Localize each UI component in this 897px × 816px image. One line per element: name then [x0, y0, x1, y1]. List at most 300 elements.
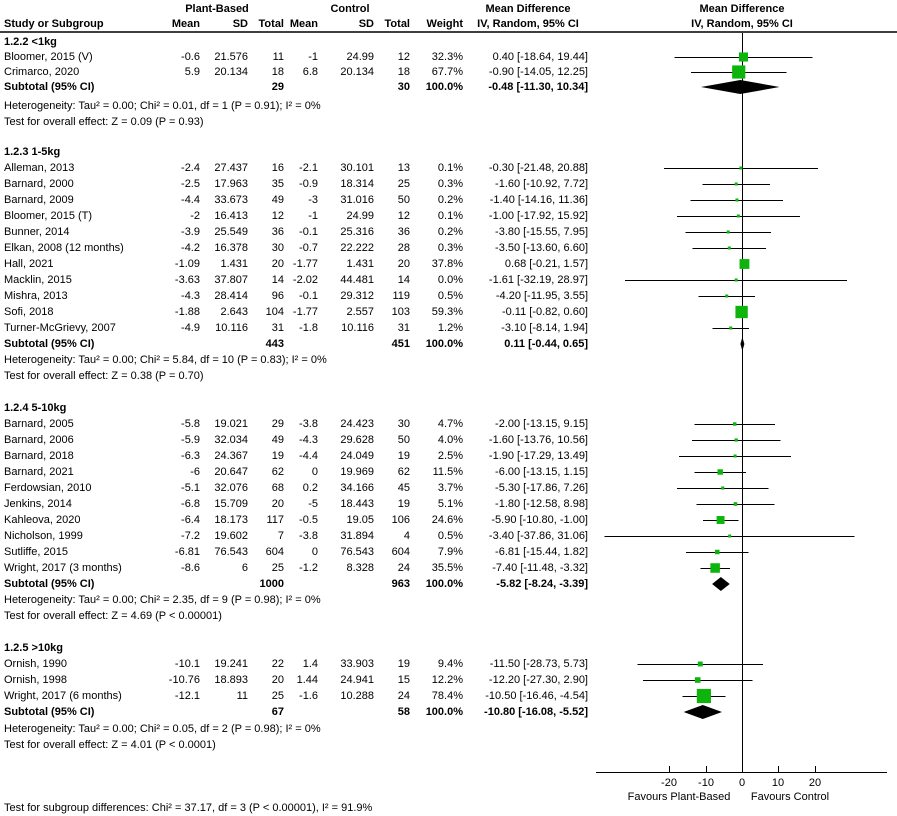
study-name-cell: Sofi, 2018	[4, 306, 54, 318]
control-mean-cell: 1.4	[302, 658, 318, 670]
plant-sd-cell: 20.134	[214, 66, 248, 78]
plant-sd-cell: 27.437	[214, 162, 248, 174]
ci-text-cell: -1.61 [-32.19, 28.97]	[488, 274, 588, 286]
ci-text-cell: -1.80 [-12.58, 8.98]	[495, 498, 588, 510]
plant-sd-cell: 24.367	[214, 450, 248, 462]
plant-mean-cell: -10.76	[168, 674, 200, 686]
control-mean-cell: -2.1	[299, 162, 318, 174]
weight-cell: 0.5%	[437, 530, 463, 542]
control-mean-cell: -1.77	[292, 306, 318, 318]
plant-sd-cell: 17.963	[214, 178, 248, 190]
col-header-study: Study or Subgroup	[4, 18, 104, 30]
weight-cell: 78.4%	[431, 690, 463, 702]
plant-total-cell: 604	[265, 546, 284, 558]
control-total-cell: 19	[397, 498, 410, 510]
effect-square	[728, 247, 731, 250]
study-name-cell: Bloomer, 2015 (V)	[4, 51, 93, 63]
heterogeneity-note: Heterogeneity: Tau² = 0.00; Chi² = 5.84, df = 10 (P = 0.83); I² = 0%	[4, 354, 327, 366]
study-name-cell: Crimarco, 2020	[4, 66, 80, 78]
subgroup-heading: 1.2.5 >10kg	[4, 642, 64, 654]
control-sd-cell: 31.894	[340, 530, 374, 542]
control-mean-cell: -1	[308, 51, 318, 63]
ci-text-cell: -1.40 [-14.16, 11.36]	[489, 194, 588, 206]
weight-cell: 0.2%	[437, 226, 463, 238]
control-mean-cell: -3.8	[299, 530, 318, 542]
heterogeneity-note: Heterogeneity: Tau² = 0.00; Chi² = 0.05, df = 2 (P = 0.98); I² = 0%	[4, 723, 321, 735]
effect-square	[729, 327, 732, 330]
plant-sd-cell: 15.709	[214, 498, 248, 510]
overall-effect-note: Test for overall effect: Z = 0.09 (P = 0.93)	[4, 116, 204, 128]
study-name-cell: Wright, 2017 (3 months)	[4, 562, 122, 574]
overall-effect-note: Test for overall effect: Z = 0.38 (P = 0.70)	[4, 370, 204, 382]
control-mean-cell: -0.1	[299, 226, 318, 238]
study-name-cell: Sutliffe, 2015	[4, 546, 69, 558]
subtotal-label-cell: Subtotal (95% CI)	[4, 706, 95, 718]
subtotal-control-total-cell: 451	[391, 338, 410, 350]
control-mean-cell: -0.1	[299, 290, 318, 302]
effect-square	[717, 516, 725, 524]
control-total-cell: 20	[397, 258, 410, 270]
plant-mean-cell: -4.3	[181, 290, 200, 302]
weight-cell: 1.2%	[437, 322, 463, 334]
ci-text-cell: -6.00 [-13.15, 1.15]	[495, 466, 588, 478]
plant-sd-cell: 32.034	[214, 434, 248, 446]
ci-text-cell: -0.90 [-14.05, 12.25]	[488, 66, 588, 78]
weight-cell: 59.3%	[431, 306, 463, 318]
plant-sd-cell: 18.173	[214, 514, 248, 526]
plant-sd-cell: 28.414	[214, 290, 248, 302]
control-sd-cell: 19.969	[340, 466, 374, 478]
ci-text-cell: -5.30 [-17.86, 7.26]	[495, 482, 588, 494]
subtotal-diamond	[701, 80, 780, 94]
plant-mean-cell: -2.4	[181, 162, 200, 174]
axis-tick-label: 10	[771, 777, 785, 789]
axis-tick-label: -20	[661, 777, 677, 789]
control-sd-cell: 20.134	[340, 66, 374, 78]
control-mean-cell: 0	[311, 466, 318, 478]
control-mean-cell: -5	[308, 498, 318, 510]
ci-text-cell: 0.68 [-0.21, 1.57]	[504, 258, 588, 270]
subtotal-plant-total-cell: 29	[271, 81, 284, 93]
control-total-cell: 62	[397, 466, 410, 478]
weight-cell: 4.7%	[437, 418, 463, 430]
ci-text-cell: -10.50 [-16.46, -4.54]	[485, 690, 588, 702]
plant-mean-cell: -6.3	[181, 450, 200, 462]
plant-sd-cell: 76.543	[214, 546, 248, 558]
plant-mean-cell: -6	[190, 466, 200, 478]
weight-cell: 0.1%	[437, 210, 463, 222]
ci-text-cell: -0.30 [-21.48, 20.88]	[488, 162, 588, 174]
plant-mean-cell: -4.4	[181, 194, 200, 206]
plant-total-cell: 20	[271, 498, 284, 510]
favours-left-label: Favours Plant-Based	[627, 791, 731, 803]
ci-text-cell: -3.10 [-8.14, 1.94]	[501, 322, 588, 334]
plant-total-cell: 29	[271, 418, 284, 430]
control-mean-cell: -4.3	[299, 434, 318, 446]
weight-cell: 0.2%	[437, 194, 463, 206]
plant-total-cell: 11	[272, 51, 284, 63]
control-total-cell: 36	[397, 226, 410, 238]
control-total-cell: 30	[397, 418, 410, 430]
study-name-cell: Ornish, 1998	[4, 674, 67, 686]
ci-text-cell: -2.00 [-13.15, 9.15]	[495, 418, 588, 430]
subtotal-label-cell: Subtotal (95% CI)	[4, 81, 95, 93]
control-sd-cell: 30.101	[340, 162, 374, 174]
plant-sd-cell: 16.413	[214, 210, 248, 222]
study-name-cell: Barnard, 2009	[4, 194, 74, 206]
plant-mean-cell: -5.8	[181, 418, 200, 430]
control-mean-cell: -3.8	[299, 418, 318, 430]
plant-total-cell: 22	[271, 658, 284, 670]
plant-total-cell: 14	[271, 274, 284, 286]
control-sd-cell: 8.328	[346, 562, 374, 574]
subtotal-plant-total-cell: 443	[265, 338, 284, 350]
control-total-cell: 119	[392, 290, 410, 302]
plant-total-cell: 20	[271, 258, 284, 270]
control-mean-cell: -1.8	[299, 322, 318, 334]
weight-cell: 5.1%	[437, 498, 463, 510]
plant-sd-cell: 19.241	[214, 658, 248, 670]
control-total-cell: 24	[397, 562, 410, 574]
study-name-cell: Bunner, 2014	[4, 226, 70, 238]
subtotal-control-total-cell: 963	[391, 578, 410, 590]
subtotal-weight-cell: 100.0%	[425, 706, 463, 718]
subtotal-diamond	[684, 705, 722, 719]
col-header-control-total: Total	[384, 18, 410, 30]
plant-mean-cell: -6.8	[181, 498, 200, 510]
plant-sd-cell: 2.643	[220, 306, 248, 318]
plant-total-cell: 31	[271, 322, 284, 334]
control-total-cell: 4	[403, 530, 410, 542]
control-total-cell: 15	[397, 674, 410, 686]
control-sd-cell: 29.628	[340, 434, 374, 446]
ci-text-cell: -4.20 [-11.95, 3.55]	[495, 290, 588, 302]
control-total-cell: 31	[397, 322, 410, 334]
study-name-cell: Elkan, 2008 (12 months)	[4, 242, 124, 254]
effect-square	[698, 662, 703, 667]
study-name-cell: Barnard, 2006	[4, 434, 74, 446]
weight-cell: 0.3%	[437, 178, 463, 190]
plant-sd-cell: 19.021	[214, 418, 248, 430]
control-mean-cell: 0	[311, 546, 318, 558]
effect-square	[727, 231, 730, 234]
control-total-cell: 45	[397, 482, 410, 494]
control-total-cell: 50	[397, 434, 410, 446]
study-name-cell: Barnard, 2021	[4, 466, 74, 478]
control-total-cell: 24	[397, 690, 410, 702]
axis-tick-label: -10	[698, 777, 714, 789]
subgroup-heading: 1.2.2 <1kg	[4, 36, 57, 48]
control-sd-cell: 25.316	[340, 226, 374, 238]
ci-text-cell: -3.40 [-37.86, 31.06]	[488, 530, 588, 542]
ci-text-cell: -11.50 [-28.73, 5.73]	[489, 658, 588, 670]
group-header-control: Control	[330, 3, 370, 15]
subtotal-weight-cell: 100.0%	[425, 578, 463, 590]
control-sd-cell: 24.049	[340, 450, 374, 462]
study-name-cell: Wright, 2017 (6 months)	[4, 690, 122, 702]
subtotal-weight-cell: 100.0%	[425, 81, 463, 93]
control-mean-cell: 1.44	[296, 674, 318, 686]
subtotal-ci-text-cell: -0.48 [-11.30, 10.34]	[488, 81, 588, 93]
control-total-cell: 106	[391, 514, 410, 526]
control-mean-cell: -0.5	[299, 514, 318, 526]
plant-total-cell: 30	[271, 242, 284, 254]
plant-total-cell: 35	[271, 178, 284, 190]
plant-mean-cell: -10.1	[174, 658, 200, 670]
study-name-cell: Barnard, 2005	[4, 418, 74, 430]
plant-sd-cell: 33.673	[214, 194, 248, 206]
subtotal-label-cell: Subtotal (95% CI)	[4, 338, 95, 350]
effect-square	[728, 535, 731, 538]
overall-effect-note: Test for overall effect: Z = 4.01 (P < 0.0001)	[4, 739, 216, 751]
subtotal-label-cell: Subtotal (95% CI)	[4, 578, 95, 590]
study-name-cell: Hall, 2021	[4, 258, 54, 270]
study-name-cell: Nicholson, 1999	[4, 530, 83, 542]
control-total-cell: 25	[397, 178, 410, 190]
subtotal-ci-text-cell: -5.82 [-8.24, -3.39]	[496, 578, 588, 590]
plant-sd-cell: 18.893	[214, 674, 248, 686]
subtotal-weight-cell: 100.0%	[425, 338, 463, 350]
effect-square	[735, 306, 747, 318]
control-mean-cell: -0.7	[299, 242, 318, 254]
subgroup-differences-note: Test for subgroup differences: Chi² = 37.17, df = 3 (P < 0.00001), I² = 91.9%	[4, 802, 373, 814]
control-sd-cell: 24.941	[340, 674, 374, 686]
plant-sd-cell: 37.807	[214, 274, 248, 286]
ci-text-cell: -3.80 [-15.55, 7.95]	[495, 226, 588, 238]
control-sd-cell: 22.222	[340, 242, 374, 254]
control-sd-cell: 29.312	[340, 290, 374, 302]
subtotal-diamond	[740, 337, 744, 351]
plant-total-cell: 25	[271, 562, 284, 574]
control-sd-cell: 19.05	[346, 514, 374, 526]
control-total-cell: 28	[397, 242, 410, 254]
plant-total-cell: 36	[271, 226, 284, 238]
plant-sd-cell: 19.602	[214, 530, 248, 542]
control-total-cell: 50	[397, 194, 410, 206]
plant-sd-cell: 10.116	[215, 322, 248, 334]
plant-mean-cell: -4.9	[181, 322, 200, 334]
control-total-cell: 18	[397, 66, 410, 78]
control-mean-cell: -4.4	[299, 450, 318, 462]
control-total-cell: 12	[397, 51, 410, 63]
md-column-title: Mean Difference	[485, 3, 571, 15]
effect-square	[734, 502, 738, 506]
plant-mean-cell: -6.4	[181, 514, 200, 526]
plant-mean-cell: -5.1	[181, 482, 200, 494]
plant-total-cell: 117	[266, 514, 284, 526]
plant-total-cell: 12	[271, 210, 284, 222]
weight-cell: 0.5%	[437, 290, 463, 302]
plant-mean-cell: -12.1	[174, 690, 200, 702]
effect-square	[740, 259, 750, 269]
study-name-cell: Alleman, 2013	[4, 162, 75, 174]
col-header-weight: Weight	[426, 18, 463, 30]
control-mean-cell: 6.8	[302, 66, 318, 78]
study-name-cell: Barnard, 2000	[4, 178, 74, 190]
plant-sd-cell: 6	[241, 562, 248, 574]
weight-cell: 7.9%	[437, 546, 463, 558]
control-sd-cell: 76.543	[340, 546, 374, 558]
ci-text-cell: -1.90 [-17.29, 13.49]	[488, 450, 588, 462]
weight-cell: 0.3%	[437, 242, 463, 254]
weight-cell: 24.6%	[431, 514, 463, 526]
effect-square	[735, 199, 738, 202]
plant-total-cell: 68	[271, 482, 284, 494]
subtotal-diamond	[712, 577, 730, 591]
plant-mean-cell: -4.2	[181, 242, 200, 254]
control-sd-cell: 24.99	[346, 51, 374, 63]
effect-square	[718, 469, 723, 474]
control-total-cell: 12	[397, 210, 410, 222]
study-name-cell: Mishra, 2013	[4, 290, 68, 302]
effect-square	[697, 689, 711, 703]
ci-text-cell: -6.81 [-15.44, 1.82]	[495, 546, 588, 558]
effect-square	[737, 215, 740, 218]
plant-sd-cell: 11	[236, 690, 248, 702]
plant-mean-cell: -3.9	[181, 226, 200, 238]
overall-effect-note: Test for overall effect: Z = 4.69 (P < 0.00001)	[4, 610, 222, 622]
control-mean-cell: -1.2	[299, 562, 318, 574]
control-mean-cell: 0.2	[302, 482, 318, 494]
effect-square	[725, 295, 728, 298]
plant-total-cell: 18	[271, 66, 284, 78]
effect-square	[734, 455, 737, 458]
subgroup-heading: 1.2.4 5-10kg	[4, 402, 67, 414]
control-mean-cell: -0.9	[299, 178, 318, 190]
plant-total-cell: 7	[277, 530, 284, 542]
plant-mean-cell: 5.9	[184, 66, 200, 78]
control-mean-cell: -1	[308, 210, 318, 222]
ci-text-cell: -12.20 [-27.30, 2.90]	[488, 674, 588, 686]
weight-cell: 4.0%	[437, 434, 463, 446]
control-sd-cell: 18.314	[340, 178, 374, 190]
effect-square	[695, 677, 701, 683]
control-sd-cell: 31.016	[340, 194, 374, 206]
control-total-cell: 103	[391, 306, 410, 318]
weight-cell: 12.2%	[431, 674, 463, 686]
control-mean-cell: -3	[308, 194, 318, 206]
plant-total-cell: 49	[271, 194, 284, 206]
control-total-cell: 13	[397, 162, 410, 174]
plant-total-cell: 20	[271, 674, 284, 686]
weight-cell: 0.0%	[437, 274, 463, 286]
plant-total-cell: 62	[271, 466, 284, 478]
weight-cell: 11.5%	[432, 466, 463, 478]
subtotal-control-total-cell: 58	[397, 706, 410, 718]
effect-square	[721, 486, 724, 489]
effect-square	[735, 183, 738, 186]
control-sd-cell: 24.423	[340, 418, 374, 430]
plant-total-cell: 104	[265, 306, 284, 318]
effect-square	[710, 563, 720, 573]
plant-mean-cell: -5.9	[181, 434, 200, 446]
ci-text-cell: -1.00 [-17.92, 15.92]	[488, 210, 588, 222]
control-total-cell: 19	[397, 658, 410, 670]
plant-mean-cell: -0.6	[181, 51, 200, 63]
weight-cell: 67.7%	[431, 66, 463, 78]
plant-mean-cell: -1.09	[174, 258, 200, 270]
weight-cell: 35.5%	[431, 562, 463, 574]
ci-text-cell: 0.40 [-18.64, 19.44]	[492, 51, 588, 63]
effect-square	[732, 65, 745, 78]
effect-square	[739, 167, 742, 170]
weight-cell: 32.3%	[431, 51, 463, 63]
col-header-control-mean: Mean	[289, 18, 318, 30]
control-sd-cell: 18.443	[340, 498, 374, 510]
plant-mean-cell: -8.6	[181, 562, 200, 574]
plant-sd-cell: 20.647	[214, 466, 248, 478]
plant-sd-cell: 1.431	[220, 258, 248, 270]
study-name-cell: Jenkins, 2014	[4, 498, 72, 510]
control-sd-cell: 34.166	[340, 482, 374, 494]
control-sd-cell: 2.557	[346, 306, 374, 318]
plant-total-cell: 19	[271, 450, 284, 462]
weight-cell: 3.7%	[437, 482, 463, 494]
group-header-plant-based: Plant-Based	[185, 3, 249, 15]
ci-text-cell: -3.50 [-13.60, 6.60]	[495, 242, 588, 254]
study-name-cell: Bloomer, 2015 (T)	[4, 210, 93, 222]
study-name-cell: Macklin, 2015	[4, 274, 72, 286]
col-header-plant-sd: SD	[232, 18, 248, 30]
plant-mean-cell: -3.63	[174, 274, 200, 286]
favours-right-label: Favours Control	[750, 791, 830, 803]
study-name-cell: Ornish, 1990	[4, 658, 67, 670]
col-header-plant-total: Total	[258, 18, 284, 30]
plant-total-cell: 16	[271, 162, 284, 174]
axis-tick-label: 20	[808, 777, 822, 789]
effect-square	[733, 422, 736, 425]
plant-sd-cell: 32.076	[214, 482, 248, 494]
effect-square	[715, 550, 719, 554]
control-sd-cell: 10.116	[341, 322, 374, 334]
control-sd-cell: 44.481	[340, 274, 374, 286]
subtotal-control-total-cell: 30	[397, 81, 410, 93]
subtotal-plant-total-cell: 67	[271, 706, 284, 718]
subtotal-ci-text-cell: 0.11 [-0.44, 0.65]	[504, 338, 588, 350]
study-name-cell: Ferdowsian, 2010	[4, 482, 92, 494]
col-header-control-sd: SD	[358, 18, 374, 30]
ci-text-cell: -7.40 [-11.48, -3.32]	[492, 562, 588, 574]
ci-text-cell: -0.11 [-0.82, 0.60]	[501, 306, 588, 318]
control-mean-cell: -2.02	[292, 274, 318, 286]
axis-tick-label: 0	[738, 777, 746, 789]
plant-mean-cell: -2	[190, 210, 200, 222]
control-mean-cell: -1.6	[299, 690, 318, 702]
plot-column-subtitle: IV, Random, 95% CI	[691, 18, 793, 30]
plant-mean-cell: -1.88	[174, 306, 200, 318]
control-total-cell: 19	[397, 450, 410, 462]
control-sd-cell: 24.99	[346, 210, 374, 222]
plant-mean-cell: -2.5	[181, 178, 200, 190]
plant-sd-cell: 21.576	[214, 51, 248, 63]
heterogeneity-note: Heterogeneity: Tau² = 0.00; Chi² = 0.01, df = 1 (P = 0.91); I² = 0%	[4, 100, 321, 112]
control-sd-cell: 10.288	[340, 690, 374, 702]
study-name-cell: Kahleova, 2020	[4, 514, 81, 526]
study-name-cell: Turner-McGrievy, 2007	[4, 322, 116, 334]
control-total-cell: 604	[391, 546, 410, 558]
ci-text-cell: -1.60 [-10.92, 7.72]	[495, 178, 588, 190]
weight-cell: 37.8%	[431, 258, 463, 270]
weight-cell: 9.4%	[437, 658, 463, 670]
control-sd-cell: 33.903	[340, 658, 374, 670]
control-total-cell: 14	[397, 274, 410, 286]
md-column-subtitle: IV, Random, 95% CI	[477, 18, 579, 30]
effect-square	[735, 438, 738, 441]
plant-total-cell: 49	[271, 434, 284, 446]
control-mean-cell: -1.77	[292, 258, 318, 270]
plant-total-cell: 96	[271, 290, 284, 302]
weight-cell: 0.1%	[437, 162, 463, 174]
